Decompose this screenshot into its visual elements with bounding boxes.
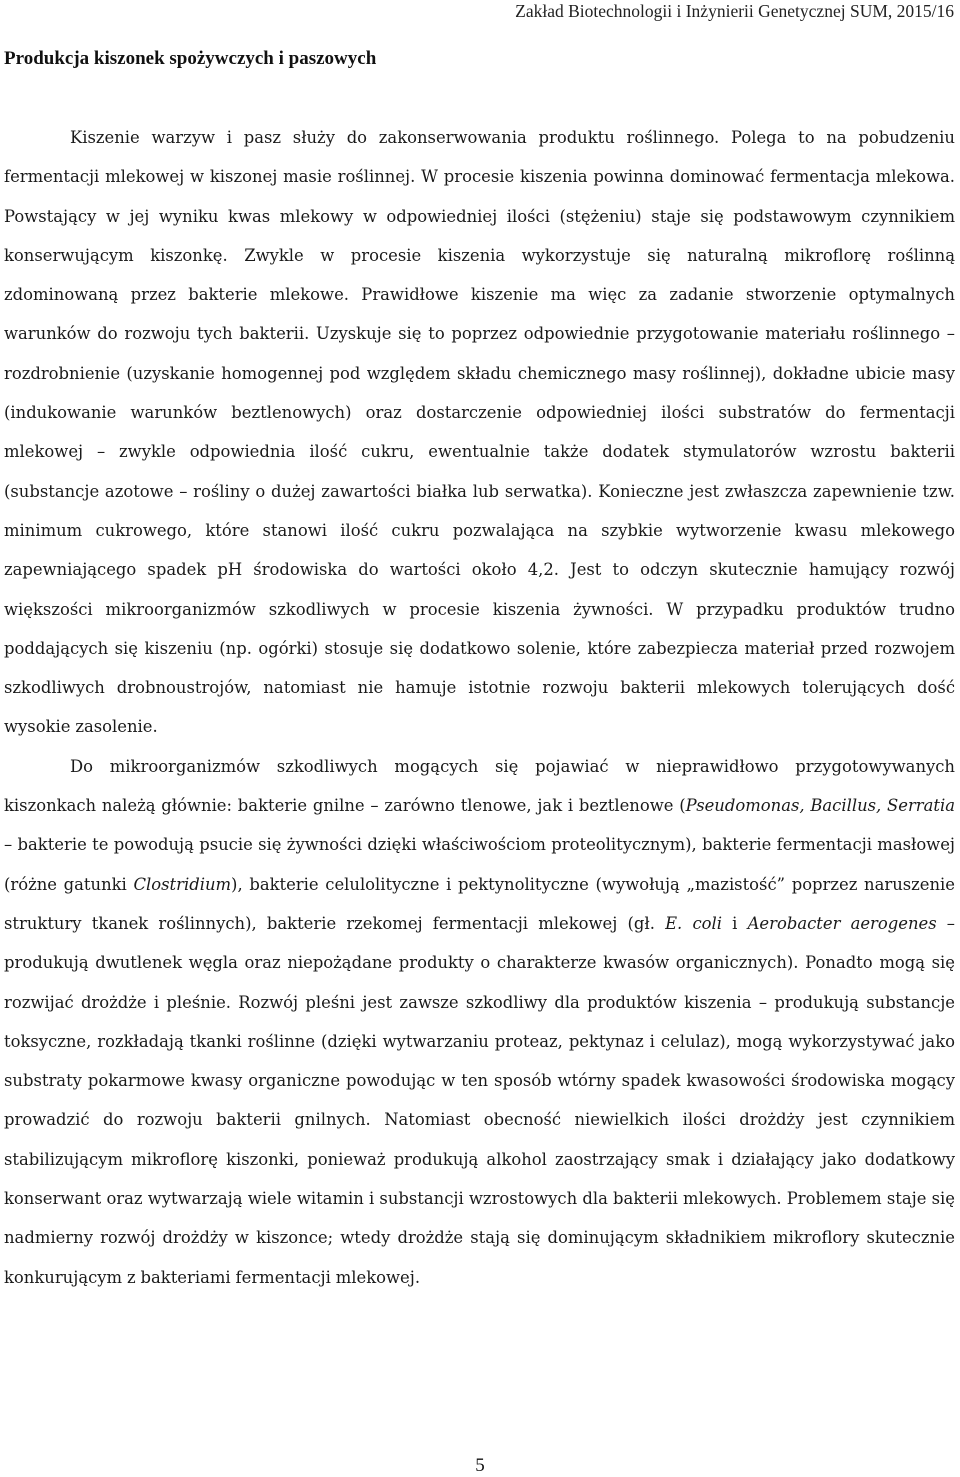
document-body	[4, 118, 955, 1297]
clostridium-genus: Clostridium	[133, 874, 232, 894]
paragraph2-text-1: Do mikroorganizmów szkodliwych mogących się pojawiać w nieprawidłowo przygotowywanych kiszonkach należą głównie: bakterie gnilne – zarówno tlenowe, jak i beztlenowe (	[4, 756, 955, 816]
paragraph2-text-2: – bakterie te powodują psucie się żywności dzięki właściwościom proteolitycznym), bakterie fermentacji masłowej (różne gatunki	[4, 835, 955, 894]
page-number: 5	[475, 1455, 485, 1476]
ecoli-species: E. coli	[665, 913, 722, 933]
paragraph2-text-5: – produkują dwutlenek węgla oraz niepożądane produkty o charakterze kwasów organicznych). Ponadto mogą się rozwijać drożdże i pleśnie. Rozwój pleśni jest zawsze szkodliwy dla produktów kiszenia – produkują substancje toksyczne, rozkładają tkanki roślinne (dzięki wytwarzaniu proteaz, pektynaz i celulaz), mogą wykorzystywać jako substraty pokarmowe kwasy organiczne powodując w ten sposób wtórny spadek kwasowości środowiska mogący prowadzić do rozwoju bakterii gnilnych. Natomiast obecność niewielkich ilości drożdży jest czynnikiem stabilizującym mikroflorę kiszonki, ponieważ produkują alkohol zaostrzający smak i działający jako dodatkowy konserwant oraz wytwarzają wiele witamin i substancji wzrostowych dla bakterii mlekowych. Problemem staje się nadmierny rozwój drożdży w kiszonce; wtedy drożdże stają się dominującym składnikiem mikroflory skutecznie konkurującym z bakteriami fermentacji mlekowej.	[4, 913, 955, 1287]
paragraph-fermentation-intro: Kiszenie warzyw i pasz służy do zakonserwowania produktu roślinnego. Polega to na pobudzeniu fermentacji mlekowej w kiszonej masie roślinnej. W procesie kiszenia powinna dominować fermentacja mlekowa. Powstający w jej wyniku kwas mlekowy w odpowiedniej ilości (stężeniu) staje się podstawowym czynnikiem konserwującym kiszonkę. Zwykle w procesie kiszenia wykorzystuje się naturalną mikroflorę roślinną zdominowaną przez bakterie mlekowe. Prawidłowe kiszenie ma więc za zadanie stworzenie optymalnych warunków do rozwoju tych bakterii. Uzyskuje się to poprzez odpowiednie przygotowanie materiału roślinnego – rozdrobnienie (uzyskanie homogennej pod względem składu chemicznego masy roślinnej), dokładne ubicie masy (indukowanie warunków beztlenowych) oraz dostarczenie odpowiedniej ilości substratów do fermentacji mlekowej – zwykle odpowiednia ilość cukru, ewentualnie także dodatek stymulatorów wzrostu bakterii (substancje azotowe – rośliny o dużej zawartości białka lub serwatka). Konieczne jest zwłaszcza zapewnienie tzw. minimum cukrowego, które stanowi ilość cukru pozwalająca na szybkie wytworzenie kwasu mlekowego zapewniającego spadek pH środowiska do wartości około 4,2. Jest to odczyn skutecznie hamujący rozwój większości mikroorganizmów szkodliwych w procesie kiszenia żywności. W przypadku produktów trudno poddających się kiszeniu (np. ogórki) stosuje się dodatkowo solenie, które zabezpiecza materiał przed rozwojem szkodliwych drobnoustrojów, natomiast nie hamuje istotnie rozwoju bakterii mlekowych tolerujących dość wysokie zasolenie.	[4, 128, 955, 737]
paragraph2-text-3: ), bakterie celulolityczne i pektynolityczne (wywołują „mazistość” poprzez naruszenie struktury tkanek roślinnych), bakterie rzekomej fermentacji mlekowej (gł.	[4, 874, 955, 933]
page-header: Zakład Biotechnologii i Inżynierii Genetycznej SUM, 2015/16	[515, 1, 954, 21]
aerobacter-species: Aerobacter aerogenes	[747, 913, 937, 933]
putrefactive-genera: Pseudomonas, Bacillus, Serratia	[685, 796, 955, 816]
document-title: Produkcja kiszonek spożywczych i paszowych	[4, 48, 377, 69]
paragraph2-text-4: i	[721, 913, 748, 933]
paragraph-harmful-microorganisms	[4, 747, 955, 1297]
